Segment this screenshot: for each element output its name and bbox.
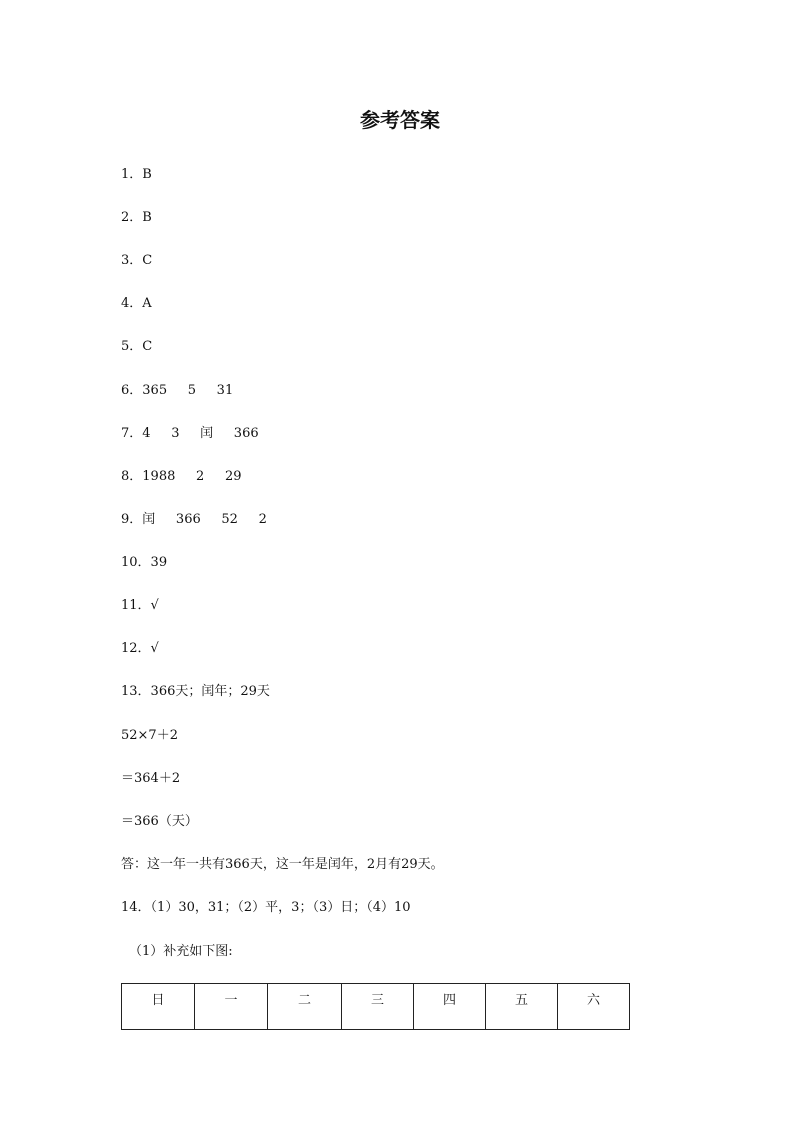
answer-line-8: 8．1988 2 29: [121, 469, 242, 484]
week-header-cell: 四: [414, 984, 486, 1030]
answer-line-5: 5．C: [121, 339, 153, 354]
answer-line-14: 14．（1）30，31；（2）平，3；（3）日；（4）10: [121, 900, 411, 915]
page-title: 参考答案: [360, 108, 440, 132]
answer-line-6: 6．365 5 31: [121, 383, 234, 398]
calculation-line-3: ＝366（天）: [121, 814, 198, 829]
week-header-cell: 一: [195, 984, 268, 1030]
answer-line-2: 2．B: [121, 210, 152, 225]
calculation-line-1: 52×7＋2: [121, 728, 178, 743]
answer-line-12: 12．√: [121, 641, 159, 656]
answer-line-9: 9．闰 366 52 2: [121, 512, 267, 527]
week-header-cell: 五: [486, 984, 558, 1030]
answer-statement: 答：这一年一共有366天，这一年是闰年，2月有29天。: [121, 857, 444, 872]
week-header-row: [122, 984, 630, 1030]
answer-line-3: 3．C: [121, 253, 153, 268]
answer-line-7: 7．4 3 闰 366: [121, 426, 259, 441]
answer-line-4: 4．A: [121, 296, 152, 311]
week-header-cell: 日: [122, 984, 195, 1030]
answer-line-10: 10．39: [121, 555, 168, 570]
week-header-cell: 六: [558, 984, 630, 1030]
calculation-line-2: ＝364＋2: [121, 771, 181, 786]
table-note: （1）补充如下图:: [129, 944, 233, 959]
week-header-cell: 三: [342, 984, 414, 1030]
week-header-cell: 二: [268, 984, 342, 1030]
answer-line-11: 11．√: [121, 598, 159, 613]
answer-line-13: 13．366天；闰年；29天: [121, 684, 270, 699]
answer-line-1: 1．B: [121, 167, 152, 182]
week-table: [121, 983, 630, 1030]
